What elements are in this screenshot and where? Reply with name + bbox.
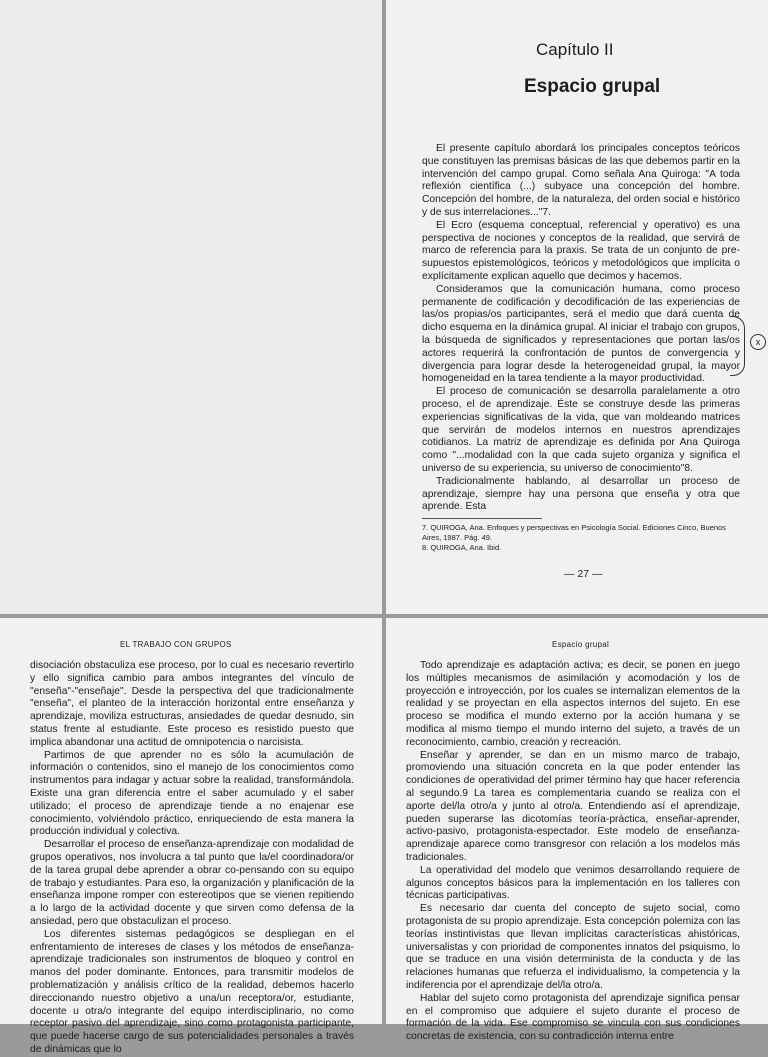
page-number: — 27 —	[564, 568, 603, 580]
paragraph: El presente capítulo abordará los principales conceptos teóricos que constituyen las premisas básicas de las que debemos partir en la intervención del campo grupal. Como señala Ana Quiroga: "A toda reflexión científica (...) subyace una concepción del hombre. Concepción del hombre, de la naturaleza, del orden social e histórico y de sus interrelaciones..."7.	[422, 143, 740, 218]
chapter-title: Espacio grupal	[524, 76, 661, 97]
paragraph: Enseñar y aprender, se dan en un mismo marco de trabajo, promoviendo una situación concreta en la que poder entender las condiciones de operatividad del primer término hay que hacer referencia al segundo.9 La tarea es complementaria cuando se realiza con el aporte del/la otro/a y junto al otro/a. Entendiendo así el aprendizaje, pueden superarse las dicotomías teoría-práctica, enseñar-aprender, activo-pasivo, protagonista-espectador. Este modelo de enseñanza-aprendizaje aparece como transgresor con relación a los modelos más tradicionales.	[406, 749, 740, 863]
body-text	[406, 660, 740, 1044]
body-text	[422, 143, 740, 514]
paragraph: Tradicionalmente hablando, al desarrollar un proceso de aprendizaje, siempre hay una persona que enseña y otra que aprende. Esta	[422, 475, 740, 513]
paragraph: La operatividad del modelo que venimos desarrollando requiere de algunos conceptos básicos para la implementación en los talleres con técnicas participativas.	[406, 864, 740, 902]
paragraph: Hablar del sujeto como protagonista del aprendizaje significa pensar en el compromiso que adquiere el sujeto durante el proceso de formación de la vida. Ese compromiso se vincula con sus condiciones concretas de existencia, con su contradicción interna entre	[406, 992, 740, 1043]
footnotes	[422, 518, 740, 552]
running-head: Espacio grupal	[552, 640, 610, 649]
paragraph: El proceso de comunicación se desarrolla paralelamente a otro proceso, el de aprendizaje. Éste se construye desde las primeras experiencias significativas de la vida, que van moldeando matrices que servirán de modelos internos en nuestros aprendizajes cotidianos. La matriz de aprendizaje es definida por Ana Quiroga como "...modalidad con la que cada sujeto organiza y significa el universo de su experiencia, su universo de conocimiento"8.	[422, 386, 740, 474]
paragraph: disociación obstaculiza ese proceso, por lo cual es necesario revertirlo y ello significa cambio para ambos integrantes del vínculo de "enseña"-"enseñaje". Desde la perspectiva del que tradicionalmente "enseña", el planteo de la interacción horizontal entre enseñanza y aprendizaje, moviliza estructuras, ansiedades de quedar desnudo, sin status frente al estudiante. Este proceso es resistido puesto que implica abandonar una actitud de omnipotencia o narcisista.	[30, 660, 354, 748]
footnote-rule	[422, 518, 542, 519]
paragraph: Desarrollar el proceso de enseñanza-aprendizaje con modalidad de grupos operativos, nos involucra a tal punto que la/el coordinadora/or de la tarea grupal debe aprender a obrar co-pensando con su equipo de trabajo y estudiantes. Para eso, la organización y planificación de la enseñanza impone romper con estereotipos que se vienen repitiendo a lo largo de la actividad docente y que sirven como defensa de la ansiedad, pero que obstaculizan el proceso.	[30, 839, 354, 927]
paragraph: Todo aprendizaje es adaptación activa; es decir, se ponen en juego los múltiples mecanismos de asimilación y acomodación y los de proyección e introyección, por los cuales se internalizan elementos de la realidad y se proyectan en ella aspectos internos del sujeto. En ese proceso se modifica el mundo externo por la acción humana y se modifica al mismo tiempo el mundo interno del sujeto, a través de un reconocimiento, cambio, creación y recreación.	[406, 660, 740, 748]
paragraph: Consideramos que la comunicación humana, como proceso permanente de codificación y decodificación de las experiencias de las/os propias/os participantes, será el medio que dará cuenta de dicho esquema en la dinámica grupal. Al iniciar el trabajo con grupos, la búsqueda de significados y representaciones que portan las/os actores requerirá la confrontación de puntos de convergencia y divergencia para lograr desde la heterogeneidad grupal, la mayor homogeneidad en la tarea tendiente a la mayor productividad.	[422, 283, 740, 385]
page-left-continuation	[0, 618, 382, 1055]
footnote: 8. QUIROGA, Ana. Ibid.	[422, 542, 502, 552]
paragraph: El Ecro (esquema conceptual, referencial y operativo) es una perspectiva de nociones y conceptos de la realidad, que servirá de marco de referencia para la praxis. Se trata de un conjunto de pre-supuestos epistemológicos, teóricos y metodológicos que implícita o explícitamente explican aquello que decimos y hacemos.	[422, 219, 740, 282]
footnote: 7. QUIROGA, Ana. Enfoques y perspectivas en Psicología Social. Ediciones Cinco, Buenos Aires, 1987. Pág. 49.	[422, 523, 726, 542]
paragraph: Es necesario dar cuenta del concepto de sujeto social, como protagonista de su propio aprendizaje. Esta concepción polemiza con las teorías instintivistas que llevan implícitas características ahistóricas, universalistas y con prioridad de componentes innatos del psiquismo, lo que se traduce en una visión determinista de la conducta y de las relaciones humanas que refuerza el individualismo, la competencia y la indiferencia por el aprendizaje del/la otro/a.	[406, 903, 740, 991]
page-right-continuation	[386, 618, 768, 1043]
paragraph: Partimos de que aprender no es sólo la acumulación de información o contenidos, sino el manejo de los conocimientos como instrumentos para indagar y actuar sobre la realidad, transformándola. Existe una gran diferencia entre el saber acumulado y el saber utilizado; el proceso de aprendizaje tiende a no enajenar ese conocimiento, volviéndolo práctico, enriqueciendo de esta manera la producción individual y colectiva.	[30, 749, 354, 838]
paragraph: Los diferentes sistemas pedagógicos se despliegan en el enfrentamiento de intereses de clases y los métodos de enseñanza-aprendizaje tradicionales son instrumentos de bloqueo y control en manos del poder dominante. Entonces, para transmitir modelos de problematización y análisis crítico de la realidad, debemos hacerlo direccionando nuestro objetivo a una/un receptora/or, estudiante, docente u otra/o integrante del equipo interdisciplinario, no como receptor pasivo del aprendizaje, sino como protagonista participante, que puede hacerse cargo de sus potencialidades personales a través de dinámicas que lo	[30, 928, 354, 1055]
margin-x-mark: x	[750, 334, 766, 350]
margin-bracket	[730, 316, 745, 376]
body-text	[30, 660, 354, 1057]
chapter-number: Capítulo II	[536, 40, 614, 59]
page-27	[386, 0, 768, 614]
blank-page-top-left	[0, 0, 382, 614]
running-head: EL TRABAJO CON GRUPOS	[120, 640, 232, 649]
